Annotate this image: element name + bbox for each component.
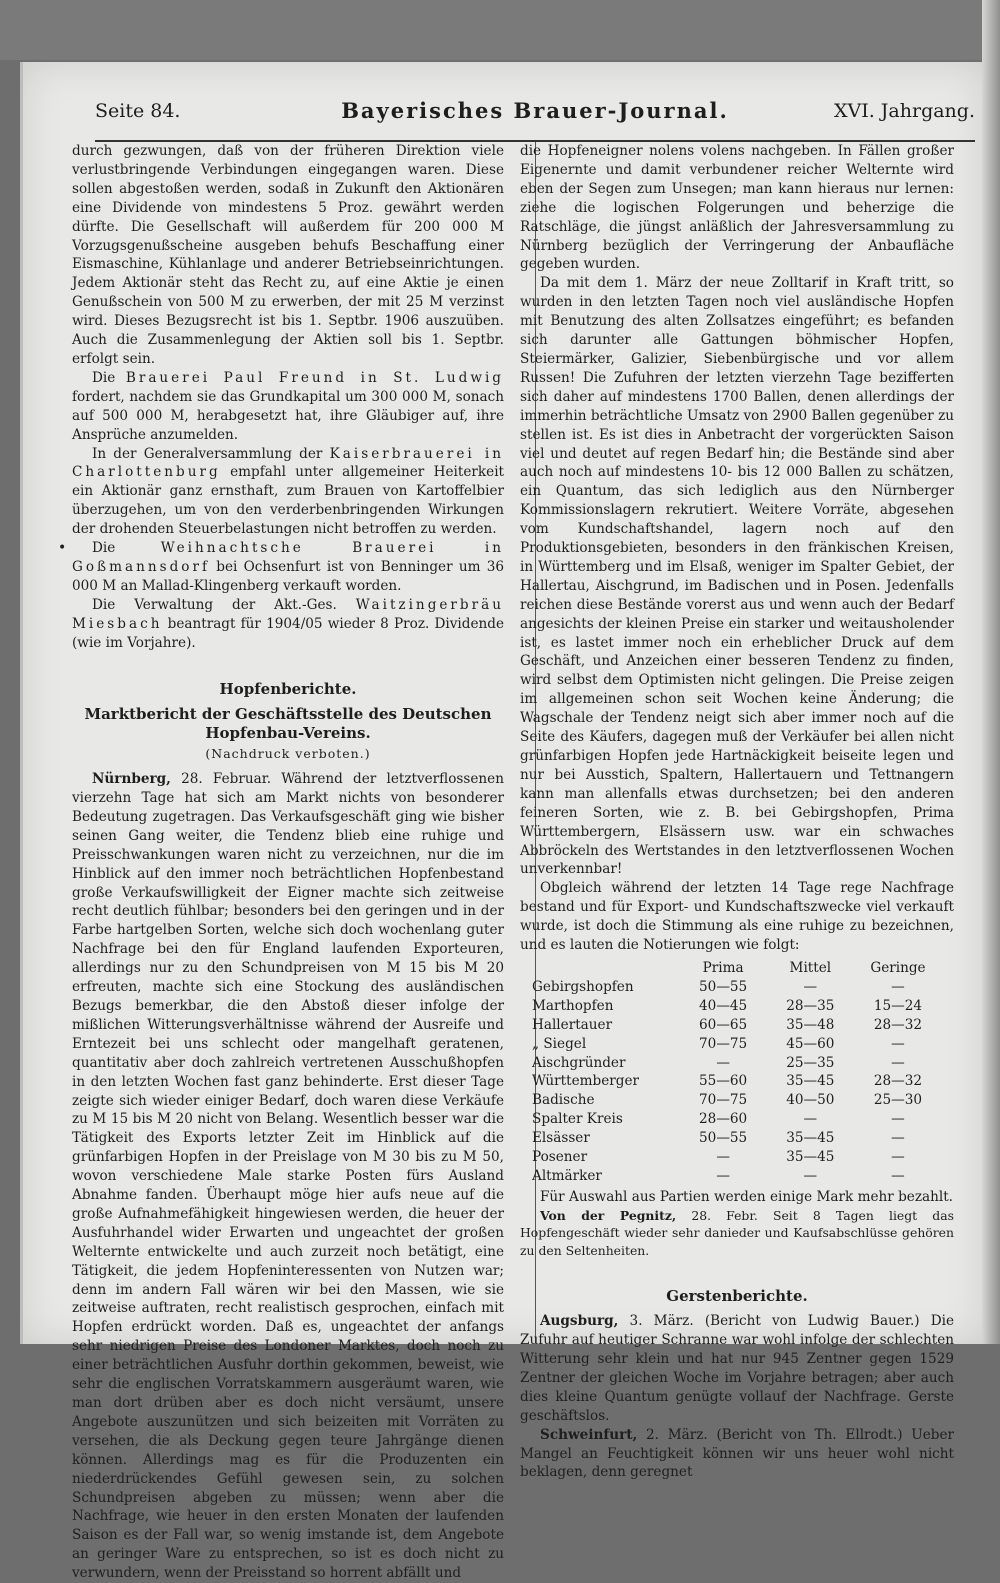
company-name: Kaiserbrauerei in Charlottenburg (72, 445, 505, 481)
price-prima: 55—60 (699, 1073, 748, 1090)
table-row (532, 1054, 942, 1073)
price-mittel: 35—45 (786, 1149, 835, 1166)
paragraph: Die Brauerei Paul Freund in St. Ludwig fordert, nachdem sie das Grundkapital um 300 000 M, sonach auf 500 000 M, herabgesetzt hat, ihre Gläubiger auf, ihre Ansprüche anzumelden. (72, 369, 505, 443)
price-mittel: — (803, 978, 818, 995)
journal-title: Bayerisches Brauer-Journal. (341, 98, 729, 123)
price-geringe: 28—32 (873, 1016, 923, 1033)
paragraph: Von der Pegnitz, 28. Febr. Seit 8 Tagen liegt das Hopfengeschäft wieder sehr danieder und Kaufsabschlüsse gehören zu den Seltenheiten. (520, 1207, 954, 1258)
company-name: Waitzingerbräu Miesbach (72, 596, 504, 632)
volume-label: XVI. Jahrgang. (833, 100, 975, 122)
hop-variety: „ Siegel (532, 1035, 587, 1052)
price-geringe: — (891, 1167, 905, 1184)
paragraph: Schweinfurt, 2. März. (Bericht von Th. Ellrodt.) Ueber Mangel an Feuchtigkeit können wir uns heuer wohl nicht beklagen, denn geregnet (520, 1426, 954, 1481)
table-row (532, 1148, 942, 1167)
hop-variety: Spalter Kreis (532, 1111, 623, 1128)
price-table-body (532, 978, 942, 1186)
page-number: Seite 84. (95, 100, 181, 122)
hop-variety: Marthopfen (532, 997, 614, 1014)
price-mittel: 45—60 (786, 1035, 835, 1052)
table-row (532, 978, 942, 997)
report-date: 28. Februar. (181, 771, 272, 788)
paragraph: Nürnberg, 28. Februar. Während der letztverflossenen vierzehn Tage hat sich am Markt nichts von besonderer Bedeutung zugetragen. Das Verkaufsgeschäft ging wie bisher seinen Gang weiter, die Tendenz blieb eine ruhige und Preisschwankungen waren nicht zu verzeichnen, nur die im Hinblick auf den immer noch beträchtlichen Hopfenbestand große Verkaufswilligkeit der Eigner machte sich zeitweise recht deutlich fühlbar; besonders bei den geringen und in der Farbe hartgelben Sorten, welche sich doch wochenlang guter Nachfrage bei den für England laufenden Exporteuren, allerdings nur zu den Schundpreisen von M 15 bis M 20 erfreuten, machte sich eine Stockung des ausländischen Bezugs bemerkbar, die den Abstoß dieser infolge der mißlichen Witterungsverhältnisse während der Ausreife und Erntezeit bei uns schlecht oder mangelhaft geratenen, quantitativ aber doch zahlreich vertretenen Ausschußhopfen in den letzten Wochen fast ganz behinderte. Erst dieser Tage zeigte sich wieder einiger Bedarf, doch waren diese Verkäufe zu M 15 bis M 20 nicht von Belang. Wesentlich besser war die Tätigkeit des Exports letzter Zeit im Hinblick auf die grünfarbigen Hopfen in der Preislage von M 30 bis zu M 50, wovon verschiedene Male starke Posten fürs Ausland Abnahme fanden. Überhaupt möge hier aufs neue auf die große Aufnahmefähigkeit hingewiesen werden, die heuer der Ausfuhrhandel wider Erwarten und ungeachtet der großen Welternte entwickelte und auch zurzeit noch betätigt, eine Tätigkeit, die jedem Hopfeninteressenten von Nutzen war; denn im andern Fall wären wir bei den Massen, wie sie zeitweise auftraten, recht realistisch gesprochen, einfach mit Hopfen erdrückt worden. Daß es, ungeachtet der anfangs sehr niedrigen Preise des Londoner Marktes, doch noch zu einer beträchtlichen Ausfuhr dorthin gekommen, beweist, wie sehr die englischen Vorratskammern ausgeräumt waren, wie man dort drüben aber es doch nicht versäumt, unsere Angebote auszunützen und sich beizeiten mit Vorräten zu versehen, die als Deckung gegen teure Jahrgänge dienen können. Allerdings mag es für die Produzenten ein niederdrückendes Gefühl gewesen sein, zu solchen Schundpreisen abgeben zu müssen; wenn aber die Nachfrage, wie heuer in den ersten Monaten der laufenden Saison es der Fall war, so wenig imstande ist, dem Angebote an geringer Ware zu entsprechen, so ist es doch nicht zu verwundern, wenn der Preisstand so horrent abfällt und (72, 771, 504, 1582)
table-row (532, 997, 942, 1016)
price-prima: 50—55 (699, 1130, 748, 1147)
price-mittel: — (803, 1111, 818, 1128)
scan-background-top (0, 0, 1000, 60)
company-name: Brauerei Paul Freund in St. Ludwig (125, 369, 505, 386)
table-row (532, 1035, 942, 1054)
table-row (532, 1091, 942, 1110)
price-prima: 60—65 (699, 1016, 748, 1033)
price-table (532, 959, 942, 1186)
price-prima: 40—45 (699, 997, 748, 1014)
col-header-prima: Prima (702, 959, 744, 976)
col-header-geringe: Geringe (870, 959, 926, 976)
paragraph: In der Generalversammlung der Kaiserbrauerei in Charlottenburg empfahl unter allgemeiner Heiterkeit ein Aktionär ganz ernsthaft, zum Brauen von Kartoffelbier überzugehen, um von den verderbenbringenden Wirkungen der drohenden Steuerbelastungen nicht betroffen zu werden. (72, 445, 505, 538)
paragraph: Augsburg, 3. März. (Bericht von Ludwig Bauer.) Die Zufuhr auf heutiger Schranne war wohl infolge der schlechten Witterung sehr klein und hat nur 945 Zentner gegen 1529 Zentner der gleichen Woche im Vorjahre betragen; aber auch dies kleine Quantum genügte vollauf der Nachfrage. Gerste geschäftslos. (520, 1313, 955, 1424)
report-place: Nürnberg, (92, 771, 171, 788)
price-geringe: — (891, 1130, 905, 1147)
price-geringe: — (891, 1111, 905, 1128)
paragraph: die Hopfeneigner nolens volens nachgeben. In Fällen großer Eigenernte und damit verbundener reicher Welternte wird eben der Segen zum Unsegen; man kann hieraus nur lernen: ziehe die logischen Folgerungen und beherzige die Ratschläge, die jüngst anläßlich der Jahresversammlung zu Nürnberg bezüglich der Verringerung der Anbaufläche gegeben wurden. (520, 143, 954, 273)
table-row (532, 1110, 942, 1129)
price-geringe: 15—24 (873, 997, 923, 1014)
paragraph: durch gezwungen, daß von der früheren Direktion viele verlustbringende Verbindungen eingegangen waren. Diese sollen abgestoßen werden, sodaß in Zukunft den Aktionären eine Dividende von mindestens 5 Proz. gewährt werden dürfte. Die Gesellschaft will außerdem für 200 000 M Vorzugsgenußscheine ausgeben behufs Beschaffung einer Eismaschine, Kühlanlage und anderer Betriebseinrichtungen. Jedem Aktionär steht das Recht zu, auf eine Aktie je einen Genußschein von 500 M zu erwerben, der mit 25 M verzinst wird. Dieses Bezugsrecht ist bis 1. Septbr. 1906 auszuüben. Auch die Zusammenlegung der Aktien soll bis 1. Septbr. erfolgt sein. (72, 143, 504, 367)
hop-variety: Aischgründer (532, 1054, 626, 1071)
company-name: Weihnachtsche Brauerei in Goßmannsdorf (72, 540, 504, 575)
report-place: Augsburg, (540, 1313, 619, 1330)
price-prima: — (716, 1054, 730, 1071)
price-mittel: 40—50 (786, 1092, 835, 1109)
price-geringe: 28—32 (873, 1073, 923, 1090)
price-mittel: — (803, 1167, 818, 1184)
reprint-note: (Nachdruck verboten.) (205, 746, 371, 762)
table-row (532, 1072, 942, 1091)
paragraph: Obgleich während der letzten 14 Tage rege Nachfrage bestand und für Export- und Kundschaftszwecke viel verkauft wurde, ist doch die Stimmung als eine ruhige zu bezeichnen, und es lauten die Notierungen wie folgt: (520, 880, 954, 954)
price-prima: 70—75 (699, 1035, 748, 1052)
price-geringe: — (891, 1054, 905, 1071)
price-prima: 70—75 (699, 1092, 748, 1109)
report-place: Schweinfurt, (540, 1426, 638, 1443)
paragraph: Für Auswahl aus Partien werden einige Mark mehr bezahlt. (540, 1188, 953, 1205)
col-header-mittel: Mittel (789, 959, 832, 976)
report-place: Von der Pegnitz, (540, 1207, 677, 1223)
price-prima: 50—55 (699, 978, 748, 995)
price-prima: — (716, 1167, 730, 1184)
hop-variety: Badische (532, 1092, 595, 1109)
price-geringe: — (891, 978, 905, 995)
section-title-hops: Hopfenberichte. (219, 680, 357, 699)
scan-edge-shadow (982, 0, 1000, 1344)
table-row (532, 1167, 942, 1186)
paragraph: Da mit dem 1. März der neue Zolltarif in Kraft tritt, so wurden in den letzten Tagen noch viel ausländische Hopfen mit Benutzung des alten Zollsatzes eingeführt; es befanden sich darunter alle Gattungen böhmischer Hopfen, Steiermärker, Galizier, Siebenbürgische und vor allem Russen! Die Zufuhren der letzten vierzehn Tage bezifferten sich daher auf mindestens 1700 Ballen, denen allerdings der immerhin beträchtliche Umsatz von 2900 Ballen gegenüber zu stellen ist. Es ist dies in Anbetracht der vorgerückten Saison viel und deutet auf regen Bedarf hin; die Bestände sind aber auch noch auf mindestens 10- bis 12 000 Ballen zu schätzen, ein Quantum, das sich lediglich aus den Nürnberger Kommissionslagern rekrutiert. Weitere Vorräte, abgesehen vom Kundschaftshandel, lagern noch auf den Produktionsgebieten, besonders in den fränkischen Kreisen, in Württemberg und im Elsaß, weniger im Spalter Gebiet, der Hallertau, Aischgrund, im Badischen und in Posen. Jedenfalls reichen diese Bestände vorerst aus und wenn auch der Bedarf angesichts der kleinen Preise ein starker und weitausholender ist, es lastet immer noch ein erheblicher Druck auf dem Geschäft, und Anzeichen einer besseren Tendenz zu finden, wird selbst dem Optimisten nicht gelingen. Die Preise zeigen im allgemeinen schon seit Wochen keine Änderung; die Wagschale der Tendenz neigt sich aber immer noch auf die Seite des Käufers, dagegen muß der Verkäufer bei allen nicht grünfarbigen Hopfen jede Hartnäckigkeit beiseite legen und nur bei Ausstich, Spaltern, Hallertauern und Tettnangern kann man allenfalls etwas durchsetzen; bei den anderen feineren Sorten, wie z. B. bei Gebirgshopfen, Prima Württembergern, Elsässern usw. war ein schwaches Abbröckeln des Wertstandes in den letztverflossenen Wochen unverkennbar! (520, 275, 954, 878)
left-column (72, 142, 504, 1583)
right-column (520, 142, 954, 1482)
report-title: Marktbericht der Geschäftsstelle des Deutschen Hopfenbau-Vereins. (84, 705, 492, 743)
paragraph: Die Weihnachtsche Brauerei in Goßmannsdorf bei Ochsenfurt ist von Benninger um 36 000 M an Mallad-Klingenberg verkauft worden. (72, 540, 504, 594)
paragraph: Die Verwaltung der Akt.-Ges. Waitzingerbräu Miesbach beantragt für 1904/05 wieder 8 Proz. Dividende (wie im Vorjahre). (72, 596, 504, 651)
price-mittel: 35—45 (786, 1130, 835, 1147)
price-mittel: 35—48 (786, 1016, 835, 1033)
price-prima: 28—60 (699, 1111, 748, 1128)
hop-variety: Württemberger (532, 1073, 640, 1090)
price-geringe: — (891, 1149, 905, 1166)
hop-variety: Posener (532, 1149, 588, 1166)
price-mittel: 28—35 (786, 997, 835, 1014)
section-title-barley: Gerstenberichte. (666, 1287, 808, 1306)
price-mittel: 25—35 (786, 1054, 835, 1071)
hop-variety: Elsässer (532, 1130, 590, 1147)
hop-variety: Hallertauer (532, 1016, 613, 1033)
table-row (532, 1016, 942, 1035)
price-geringe: — (891, 1035, 905, 1052)
page-header (95, 98, 975, 132)
price-prima: — (716, 1149, 730, 1166)
price-geringe: 25—30 (873, 1092, 923, 1109)
table-row (532, 1129, 942, 1148)
bullet-mark: • (58, 540, 67, 556)
price-mittel: 35—45 (786, 1073, 835, 1090)
hop-variety: Altmärker (532, 1167, 602, 1184)
hop-variety: Gebirgshopfen (532, 978, 634, 995)
